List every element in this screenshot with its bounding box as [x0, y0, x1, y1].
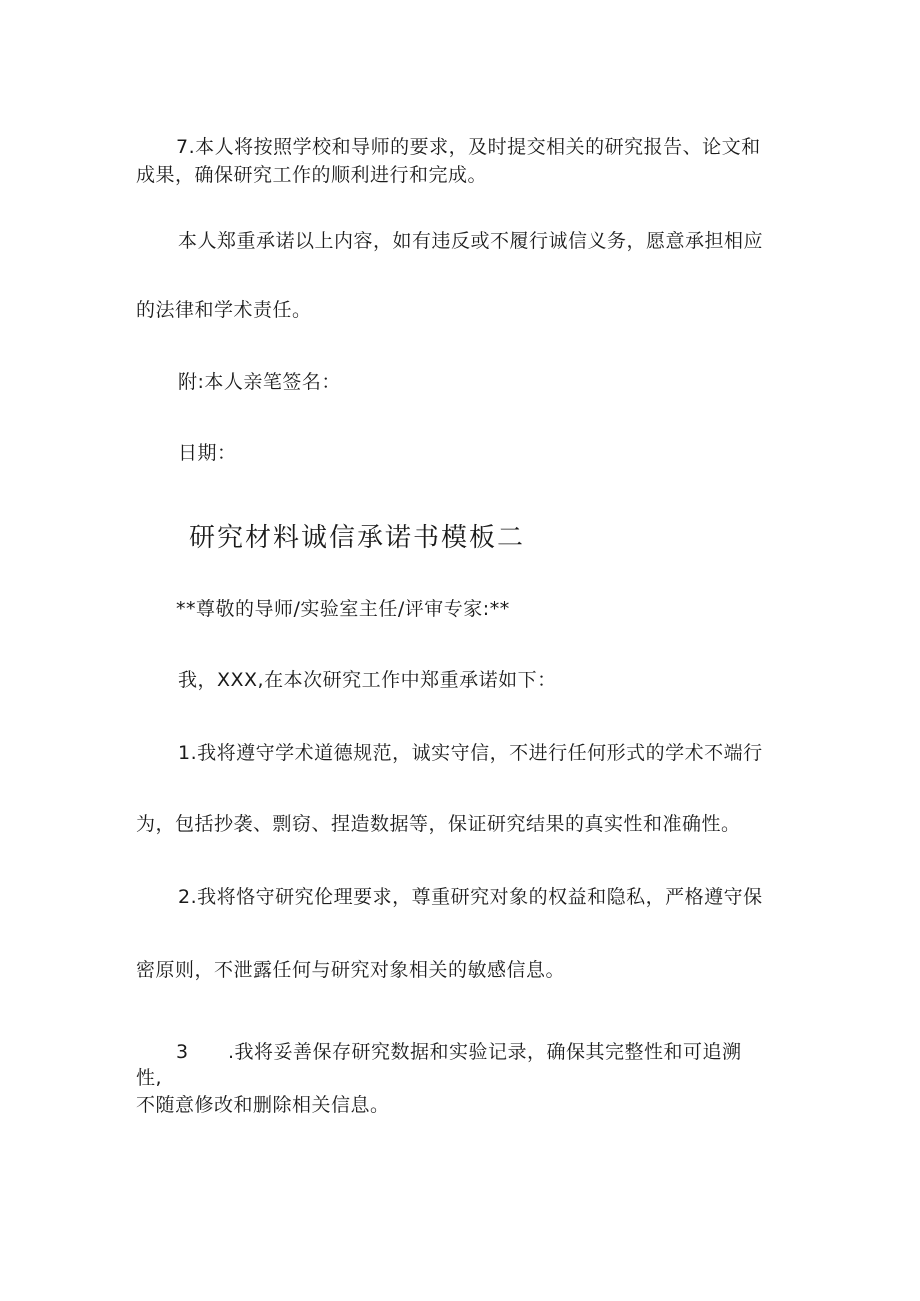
paragraph-7-line-2: 成果，确保研究工作的顺利进行和完成。: [136, 164, 488, 186]
item-1-line-2: 为，包括抄袭、剽窃、捏造数据等，保证研究结果的真实性和准确性。: [136, 813, 741, 835]
item-3-line-1: .我将妥善保存研究数据和实验记录，确保其完整性和可追溯: [228, 1041, 742, 1063]
pledge-line-2: 的法律和学术责任。: [136, 299, 312, 321]
item-3-line-2: 性,: [136, 1067, 163, 1089]
item-3-line-3: 不随意修改和删除相关信息。: [136, 1094, 390, 1116]
item-3-number: 3: [176, 1041, 189, 1063]
item-1-line-1: 1.我将遵守学术道德规范，诚实守信，不进行任何形式的学术不端行: [178, 742, 763, 764]
salutation: **尊敬的导师/实验室主任/评审专家:**: [176, 598, 510, 620]
signature-label: 附:本人亲笔签名：: [178, 371, 341, 393]
section-title: 研究材料诚信承诺书模板二: [189, 523, 526, 553]
date-label: 日期：: [178, 442, 237, 464]
item-2-line-2: 密原则，不泄露任何与研究对象相关的敏感信息。: [136, 959, 566, 981]
item-2-line-1: 2.我将恪守研究伦理要求，尊重研究对象的权益和隐私，严格遵守保: [178, 886, 763, 908]
paragraph-7-line-1: 7.本人将按照学校和导师的要求，及时提交相关的研究报告、论文和: [176, 136, 761, 158]
pledge-line-1: 本人郑重承诺以上内容，如有违反或不履行诚信义务，愿意承担相应: [178, 230, 764, 252]
intro-line: 我，XXX,在本次研究工作中郑重承诺如下：: [178, 669, 557, 691]
